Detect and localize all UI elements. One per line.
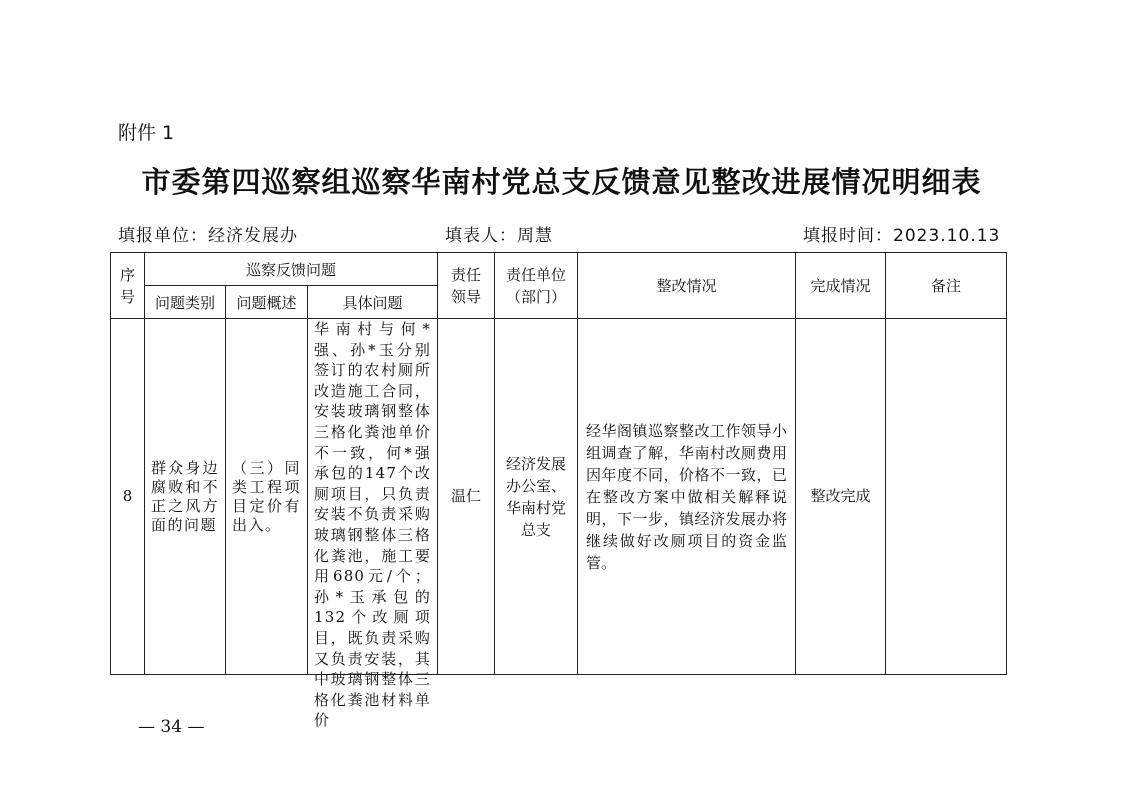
row-dept: 经济发展办公室、华南村党总支	[495, 319, 578, 675]
row-remarks	[886, 319, 1007, 675]
header-leader: 责任领导	[438, 253, 495, 319]
reporting-unit: 填报单位：经济发展办	[118, 226, 298, 246]
row-seq: 8	[111, 319, 145, 675]
header-summary: 问题概述	[226, 286, 308, 319]
row-summary: （三）同类工程项目定价有出入。	[226, 319, 308, 675]
document-title: 市委第四巡察组巡察华南村党总支反馈意见整改进展情况明细表	[141, 165, 982, 199]
header-completion: 完成情况	[796, 253, 886, 319]
row-rectification: 经华阁镇巡察整改工作领导小组调查了解，华南村改厕费用因年度不同，价格不一致，已在整改方案中做相关解释说明，下一步，镇经济发展办将继续做好改厕项目的资金监管。	[578, 319, 796, 675]
header-feedback-group: 巡察反馈问题	[145, 253, 438, 286]
header-rectification: 整改情况	[578, 253, 796, 319]
row-category: 群众身边腐败和不正之风方面的问题	[145, 319, 226, 675]
header-dept: 责任单位（部门）	[495, 253, 578, 319]
page-number: — 34 —	[138, 717, 205, 737]
row-completion: 整改完成	[796, 319, 886, 675]
header-seq: 序号	[111, 253, 145, 319]
header-remarks: 备注	[886, 253, 1007, 319]
header-category: 问题类别	[145, 286, 226, 319]
reporting-time: 填报时间：2023.10.13	[803, 226, 1001, 246]
attachment-label: 附件 1	[118, 122, 175, 144]
table-row	[111, 319, 1007, 675]
form-filler: 填表人：周慧	[445, 226, 553, 246]
row-leader: 温仁	[438, 319, 495, 675]
row-specific-problem: 华南村与何*强、孙*玉分别签订的农村厕所改造施工合同，安装玻璃钢整体三格化粪池单价不一致，何*强承包的147个改厕项目，只负责安装不负责采购玻璃钢整体三格化粪池，施工要用680元/个；孙*玉承包的132个改厕项目，既负责采购又负责安装，其中玻璃钢整体三格化粪池材料单价	[308, 319, 438, 675]
header-specific: 具体问题	[308, 286, 438, 319]
